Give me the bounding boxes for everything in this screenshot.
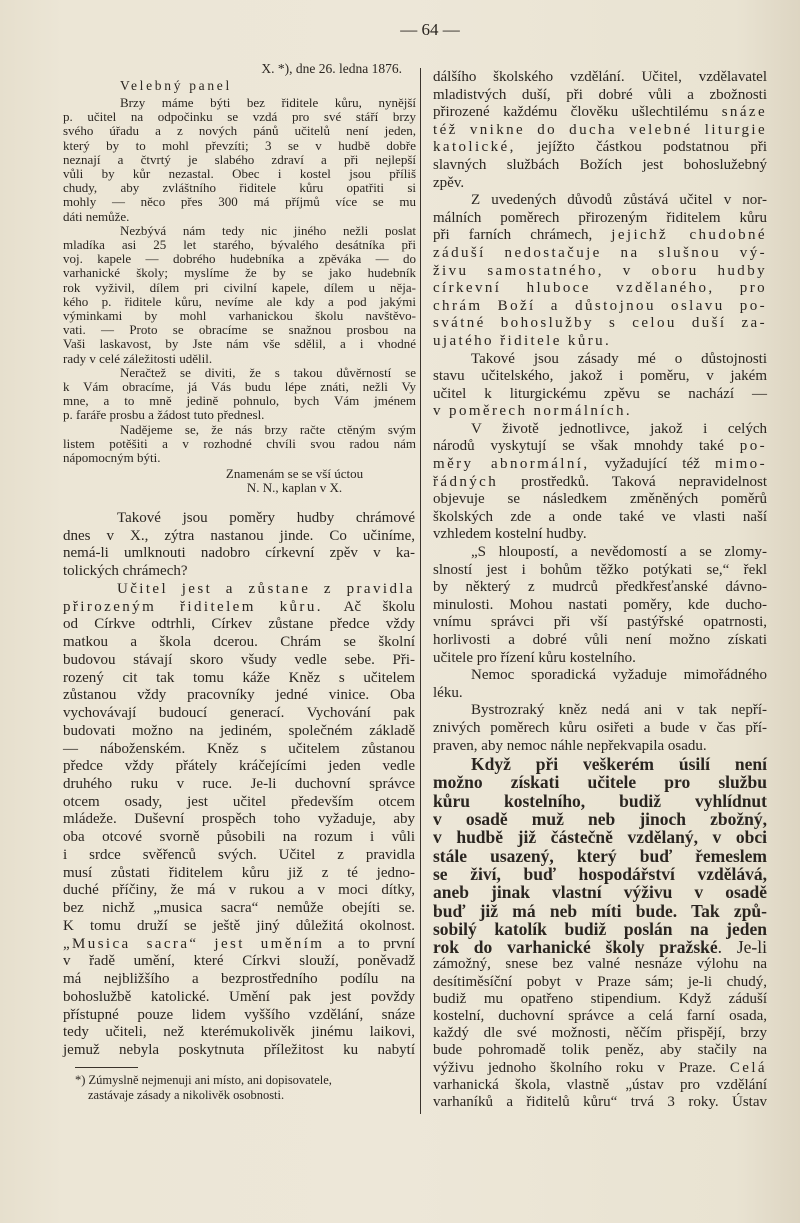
- emphasized-text: snáze: [721, 104, 767, 121]
- text-line: [433, 738, 767, 756]
- text-line: [433, 938, 767, 956]
- text-line: [63, 1042, 415, 1060]
- bold-text: rok do varhanické školy pražské: [433, 937, 718, 958]
- text-segment: Ač školu: [322, 598, 416, 615]
- text-line: [433, 227, 767, 245]
- bold-text: sobilý katolík budiž poslán na jeden: [433, 918, 767, 939]
- text-segment: Nemoc sporadická vyžaduje mimořádného: [471, 667, 767, 684]
- text-segment: by některý z mudrců předkřesťanské dávno-: [433, 579, 767, 596]
- text-segment: stavu učitelského, jakož i poměru, v jakém: [433, 368, 767, 385]
- text-segment: — náboženském. Kněz s učitelem zůstanou: [63, 740, 415, 757]
- emphasized-text: ujatého řiditele kůru.: [433, 332, 612, 349]
- text-segment: varhanické školy; myslíme že by se jako hudebník: [63, 265, 416, 281]
- text-segment: Z uvedených důvodů zůstává učitel v nor-: [471, 192, 767, 209]
- emphasized-text: v poměrech normálních.: [433, 403, 632, 420]
- text-segment: chudy, aby zvláštního řiditele kůru opatřiti si: [63, 180, 416, 196]
- text-segment: mladistvých duší, při dobré vůli a zbožnosti: [433, 86, 767, 103]
- text-line: [433, 920, 767, 938]
- text-segment: Nezbývá nám tedy nic jiného nežli poslat: [120, 222, 416, 238]
- text-line: [433, 1008, 767, 1025]
- text-segment: Bystrozraký kněz nedá ani v tak nepří-: [471, 702, 767, 719]
- text-segment: výminkami by mohl varhanickou školu navštěvo-: [63, 308, 416, 324]
- text-line: [433, 847, 767, 865]
- text-segment: rozený cit tak tomu káže Kněz s učitelem: [63, 669, 415, 686]
- letter-closing-line: Znamenám se se vší úctou: [225, 466, 364, 482]
- text-segment: zámožný, snese bez valné nesnáze výlohu na: [433, 956, 767, 973]
- text-line: [433, 956, 767, 973]
- text-line: [63, 687, 415, 705]
- text-line: [433, 280, 767, 298]
- text-line: [433, 991, 767, 1008]
- text-line: [63, 794, 415, 812]
- text-line: [63, 953, 415, 971]
- text-line: [433, 579, 767, 597]
- text-line: [63, 634, 415, 652]
- text-segment: každý dle své možnosti, něčím přispějí, brzy: [433, 1025, 767, 1042]
- text-line: [433, 438, 767, 456]
- text-segment: předce vždy přátely kráčejícími jeden vedle: [63, 758, 415, 775]
- emphasized-text: chrám Boží a důstojnou oslavu po-: [433, 297, 767, 314]
- text-line: [63, 847, 415, 865]
- emphasized-text: řádných: [433, 473, 499, 490]
- text-segment: slností jest i bohům těžko potýkati se,“ řekl: [433, 561, 767, 578]
- text-line: [433, 1042, 767, 1059]
- text-line: [63, 451, 416, 465]
- emphasized-text: „Musica sacra“ jest uměním: [63, 935, 325, 952]
- text-line: [433, 702, 767, 720]
- text-line: [433, 491, 767, 509]
- text-segment: „S hloupostí, a nevědomostí a se zlomy-: [471, 544, 767, 561]
- text-line: [433, 87, 767, 105]
- letter-signature: N. N., kaplan v X.: [246, 480, 343, 496]
- text-segment: nemá-li umlknouti nadobro církevní zpěv v ka-: [63, 545, 415, 562]
- text-segment: vyžadující též: [589, 456, 715, 473]
- text-line: [63, 865, 415, 883]
- text-line: [433, 650, 767, 668]
- letter-salutation: Velebný panel: [120, 78, 232, 93]
- text-line: [63, 616, 415, 634]
- text-line: [433, 474, 767, 492]
- footnote-line: *) Zúmyslně nejmenuji ani místo, ani dopisovatele,: [75, 1073, 332, 1087]
- text-line: [63, 581, 415, 599]
- emphasized-text: po-: [739, 438, 767, 455]
- text-line: [433, 403, 767, 421]
- emphasized-text: živu samostatného, v oboru hudby: [433, 262, 767, 279]
- text-line: [433, 562, 767, 580]
- text-segment: duché příčiny, že má v rukou a v moci dítky,: [63, 882, 415, 899]
- text-line: [63, 936, 415, 954]
- emphasized-text: jejichž chudobné: [611, 227, 767, 244]
- text-segment: přirozené každému člověku ušlechtilému: [433, 104, 722, 121]
- text-line: [433, 720, 767, 738]
- text-segment: bude pohromadě tolik peněz, aby stačily na: [433, 1042, 767, 1059]
- text-segment: k Vám obracíme, já Vás budu lépe znáti, nežli Vy: [63, 379, 416, 395]
- text-line: [63, 309, 416, 323]
- text-line: [63, 545, 415, 563]
- text-line: [433, 245, 767, 263]
- text-line: [433, 685, 767, 703]
- text-line: [433, 298, 767, 316]
- text-segment: léku.: [433, 684, 463, 701]
- text-line: [63, 1007, 415, 1025]
- text-line: [433, 368, 767, 386]
- text-line: [63, 195, 416, 209]
- text-segment: horlivosti a dobré vůli není možno získati: [433, 632, 767, 648]
- text-line: [433, 351, 767, 369]
- bold-text: kůru kostelního, budiž vyhlídnut: [433, 790, 767, 811]
- text-line: [433, 122, 767, 140]
- text-segment: Nadějeme se, že nás brzy račte ctěným svým: [120, 421, 416, 437]
- text-segment: p. učitel na odpočinku se vzdá pro své stáří brzy: [63, 109, 416, 125]
- text-line: [433, 139, 767, 157]
- text-segment: praven, aby nemoc náhle nepřekvapila osadu.: [433, 737, 707, 754]
- text-segment: slavných službách Božích jest bohoslužebný: [433, 156, 767, 173]
- column-divider: [420, 68, 421, 1114]
- text-line: [63, 652, 415, 670]
- text-line: [63, 900, 415, 918]
- text-segment: voj. kapele — dobrého hudebníka a zpěváka — do: [63, 251, 416, 267]
- text-segment: a to první: [324, 935, 415, 952]
- text-segment: dálšího školského vzdělání. Učitel, vzdělavatel: [433, 69, 767, 85]
- text-segment: listem potěšiti a v rozhodné chvíli svou radou nám: [63, 435, 416, 451]
- text-segment: Takové jsou poměry hudby chrámové: [117, 510, 415, 526]
- text-line: [63, 741, 415, 759]
- text-segment: budiž mu opatřeno stipendium. Když záduší: [433, 990, 767, 1007]
- text-segment: mne, a to mně jedině pohnulo, bych Vám jménem: [63, 393, 416, 409]
- bold-text: možno získati učitele pro službu: [433, 772, 767, 793]
- text-segment: Brzy máme býti bez řiditele kůru, nynější: [120, 95, 416, 110]
- text-line: [433, 1077, 767, 1094]
- text-segment: oba otcové svorně působili na rozum i vůli: [63, 829, 415, 846]
- text-line: [433, 509, 767, 527]
- text-segment: vzhledem kostelní hudby.: [433, 526, 587, 543]
- text-segment: nápomocným býti.: [63, 450, 161, 466]
- text-line: [63, 224, 416, 238]
- text-line: [63, 408, 416, 422]
- emphasized-text: Celá: [729, 1059, 767, 1076]
- text-line: [63, 423, 416, 437]
- text-line: [63, 776, 415, 794]
- text-segment: při farních chrámech,: [433, 227, 612, 244]
- text-segment: rok vyživil, dílem pri civilní kapele, dílem u něja-: [63, 279, 416, 295]
- emphasized-text: záduší nedostačuje na slušnou vý-: [433, 244, 767, 261]
- text-line: [433, 1025, 767, 1042]
- text-line: [433, 667, 767, 685]
- text-segment: mohly — něco přes 300 má příjmů více se mu: [63, 194, 416, 210]
- text-segment: druhého ruku v ruce. Je-li duchovní správce: [63, 776, 415, 793]
- text-line: [63, 153, 416, 167]
- text-line: [433, 263, 767, 281]
- text-line: [63, 167, 416, 181]
- left-column-body: [63, 510, 415, 1060]
- text-line: [63, 723, 415, 741]
- text-segment: rady v celé záležitosti udělil.: [63, 350, 213, 366]
- bold-text: stále usazený, který buď řemeslem: [433, 845, 767, 866]
- emphasized-text: Učitel jest a zůstane z pravidla: [117, 580, 415, 597]
- text-segment: jejížto částkou podstatnou při: [515, 139, 767, 156]
- text-line: [433, 421, 767, 439]
- text-segment: tedy učiteli, než kterémukolivěk jinému laikovi,: [63, 1024, 415, 1041]
- text-line: [63, 266, 416, 280]
- text-line: [433, 69, 767, 87]
- text-line: [433, 104, 767, 122]
- text-line: [63, 670, 415, 688]
- text-line: [433, 755, 767, 773]
- footnote-rule: [75, 1067, 138, 1068]
- text-line: [63, 139, 416, 153]
- text-line: [433, 792, 767, 810]
- emphasized-text: měry abnormální,: [433, 456, 590, 473]
- emphasized-text: též vnikne do ducha velebné liturgie: [433, 121, 767, 138]
- text-line: [433, 210, 767, 228]
- text-segment: desítiměsíční pobyt v Praze sám; je-li chudý,: [433, 973, 767, 990]
- text-line: [63, 295, 416, 309]
- text-line: [63, 563, 415, 581]
- text-line: [63, 829, 415, 847]
- text-line: [433, 526, 767, 544]
- text-segment: musí zůstati řiditelem kůru již z té jedno-: [63, 864, 415, 881]
- emphasized-text: svátné bohoslužby s celou duší za-: [433, 315, 767, 332]
- text-segment: minulosti. Mohou nastati poměry, kde ducho-: [433, 596, 767, 613]
- text-line: [63, 989, 415, 1007]
- text-line: [63, 882, 415, 900]
- text-segment: bohoslužbě katolické. Umění pak jest povždy: [63, 988, 415, 1005]
- text-line: [433, 614, 767, 632]
- footnote: [75, 1073, 410, 1102]
- text-line: [433, 883, 767, 901]
- text-segment: zůstanou vždy pracovníky jedné vinice. Oba: [63, 687, 415, 704]
- footnote-line: zastávaje zásady a nikolivěk osobnosti.: [88, 1087, 285, 1102]
- text-segment: národů vyskytují se však mnohdy také: [433, 438, 740, 455]
- text-segment: učitele pro řízení kůru kostelního.: [433, 649, 636, 666]
- text-segment: Neračtež se diviti, že s takou důvěrností se: [120, 364, 416, 380]
- bold-text: buď již má neb míti bude. Tak způ-: [433, 900, 767, 921]
- text-line: [63, 181, 416, 195]
- right-column-body: [433, 69, 767, 1111]
- text-segment: dnes v X., zýtra nastanou jinde. Co učiníme,: [63, 527, 415, 544]
- text-line: [63, 918, 415, 936]
- text-line: [433, 456, 767, 474]
- text-line: [433, 865, 767, 883]
- text-segment: výživu jednoho školního roku v Praze.: [433, 1059, 730, 1076]
- text-segment: objevuje se následkem změněných poměrů: [433, 491, 767, 508]
- text-segment: vati. — Proto se obracíme se snažnou prosbou na: [63, 322, 416, 338]
- text-line: [433, 632, 767, 650]
- text-segment: přístupné pouze lidem vyššího vzdělání, snáze: [63, 1006, 415, 1023]
- text-line: [433, 175, 767, 193]
- text-line: [63, 323, 416, 337]
- letter-closing: [63, 467, 416, 495]
- emphasized-text: církevní hluboce vzdělaného, pro: [433, 280, 767, 297]
- text-line: [63, 971, 415, 989]
- text-line: [63, 366, 416, 380]
- text-line: [63, 528, 415, 546]
- text-segment: matkou a škola dcerou. Chrám se školní: [63, 634, 415, 651]
- text-segment: . Je-li: [717, 937, 767, 958]
- text-segment: Takové jsou zásady mé o důstojnosti: [471, 350, 767, 367]
- text-segment: od Církve odtrhli, Církev zůstane předce vždy: [63, 616, 415, 633]
- text-segment: v řadě umění, které Církvi slouží, poněvadž: [63, 953, 415, 970]
- text-segment: který by to mohl převzíti; 3 se v hudbě dobře: [63, 137, 416, 153]
- text-line: [433, 192, 767, 210]
- emphasized-text: mimo-: [714, 456, 767, 473]
- emphasized-text: katolické,: [433, 139, 516, 156]
- text-line: [433, 315, 767, 333]
- text-segment: varhanická škola, vlastně „ústav pro vzdělání: [433, 1076, 767, 1093]
- text-segment: svého úřadu a z nových pánů učitelů není jeden,: [63, 123, 416, 139]
- text-line: [63, 281, 416, 295]
- text-line: [63, 437, 416, 451]
- text-line: [433, 597, 767, 615]
- text-line: [433, 1094, 767, 1111]
- text-line: [63, 352, 416, 366]
- text-line: [63, 124, 416, 138]
- text-line: [433, 333, 767, 351]
- text-segment: učitel k liturgickému zpěvu se nachází —: [433, 385, 767, 402]
- text-line: [433, 544, 767, 562]
- text-segment: znivých poměrech kůru osiřeti a bude v čas pří-: [433, 719, 767, 736]
- text-segment: jemuž nebyla poskytnuta příležitost ku nabytí: [63, 1042, 415, 1059]
- text-segment: tolických chrámech?: [63, 563, 188, 580]
- text-line: [63, 238, 416, 252]
- text-line: [63, 758, 415, 776]
- text-segment: Vaši laskavost, by Jste nám vše sdělil, a i vhodné: [63, 336, 416, 352]
- text-segment: V životě jednotlivce, jakož i celých: [471, 420, 767, 437]
- text-line: [63, 210, 416, 224]
- text-line: [433, 810, 767, 828]
- text-segment: mladíka asi 25 let starého, bývalého desátníka při: [63, 237, 416, 253]
- text-segment: i srdce svěřenců svých. Učitel z pravidla: [63, 846, 415, 863]
- bold-text: v osadě muž neb jinoch zbožný,: [433, 809, 767, 830]
- text-line: [63, 337, 416, 351]
- text-line: [433, 773, 767, 791]
- text-segment: p. faráře prosbu a žádost tuto přednesl.: [63, 407, 265, 423]
- text-segment: bez nichž „musica sacra“ nemůže obejíti se.: [63, 900, 415, 917]
- text-segment: vůli by kůr nezastal. Obec i kostel jsou příliš: [63, 166, 416, 182]
- quoted-letter: [63, 62, 416, 496]
- text-line: [63, 110, 416, 124]
- text-segment: zpěv.: [433, 174, 465, 191]
- text-segment: dáti nemůže.: [63, 208, 130, 224]
- text-line: [63, 96, 416, 110]
- emphasized-text: přirozeným řiditelem kůru.: [63, 598, 323, 615]
- bold-text: Když při veškerém úsilí není: [471, 754, 767, 775]
- bold-text: aneb jinak vlastní výživu v osadě: [433, 882, 767, 903]
- text-segment: málních poměrech přirozeným řiditelem kůru: [433, 209, 767, 226]
- text-line: [433, 386, 767, 404]
- text-line: [63, 394, 416, 408]
- text-segment: vnímu správci při vší pastýřské opatrnosti,: [433, 614, 767, 631]
- text-segment: má nejbližšího a bezprostředního podílu na: [63, 971, 415, 988]
- text-line: [63, 811, 415, 829]
- text-segment: budovati možno na jediném, společném základě: [63, 722, 415, 739]
- text-segment: varhaníků a řiditelů kůru“ trvá 3 roky. Ústav: [433, 1094, 767, 1111]
- text-line: [63, 599, 415, 617]
- text-line: [433, 902, 767, 920]
- text-segment: mládeže. Duševní prospěch toho vyžaduje, aby: [63, 811, 415, 828]
- text-line: [63, 252, 416, 266]
- text-line: [63, 1024, 415, 1042]
- bold-text: v hudbě již částečně vzdělaný, v obci: [433, 827, 767, 848]
- text-segment: vychovávají budoucí generací. Vychování pak: [63, 705, 415, 722]
- text-line: [433, 974, 767, 991]
- text-line: [63, 380, 416, 394]
- text-segment: K tomu druží se ještě jiný důležitá okolnost.: [63, 917, 415, 934]
- text-line: [63, 510, 415, 528]
- text-line: [433, 1060, 767, 1077]
- text-segment: neznají a čtvrtý je slabého zdraví a při nejlepší: [63, 151, 416, 167]
- letter-dateline: X. *), dne 26. ledna 1876.: [261, 61, 402, 76]
- text-segment: školských zde a onde také ve vlasti naší: [433, 508, 767, 525]
- text-line: [433, 157, 767, 175]
- text-line: [433, 828, 767, 846]
- text-segment: kostelní, duchovní správce a celá farní osada,: [433, 1008, 767, 1025]
- letter-body: [63, 96, 416, 465]
- text-line: [63, 705, 415, 723]
- bold-text: se živí, buď hospodářství vzdělává,: [433, 863, 767, 884]
- text-segment: budovou stávají skoro všudy vedle sebe. Při-: [63, 651, 415, 668]
- page-number: — 64 —: [400, 20, 460, 39]
- text-segment: kého p. řiditele kůru, nevíme ale kdy a pod jakými: [63, 293, 416, 309]
- text-segment: prostředků. Taková nepravidelnost: [498, 473, 767, 490]
- text-segment: otcem osady, jest učitel především otcem: [63, 793, 415, 810]
